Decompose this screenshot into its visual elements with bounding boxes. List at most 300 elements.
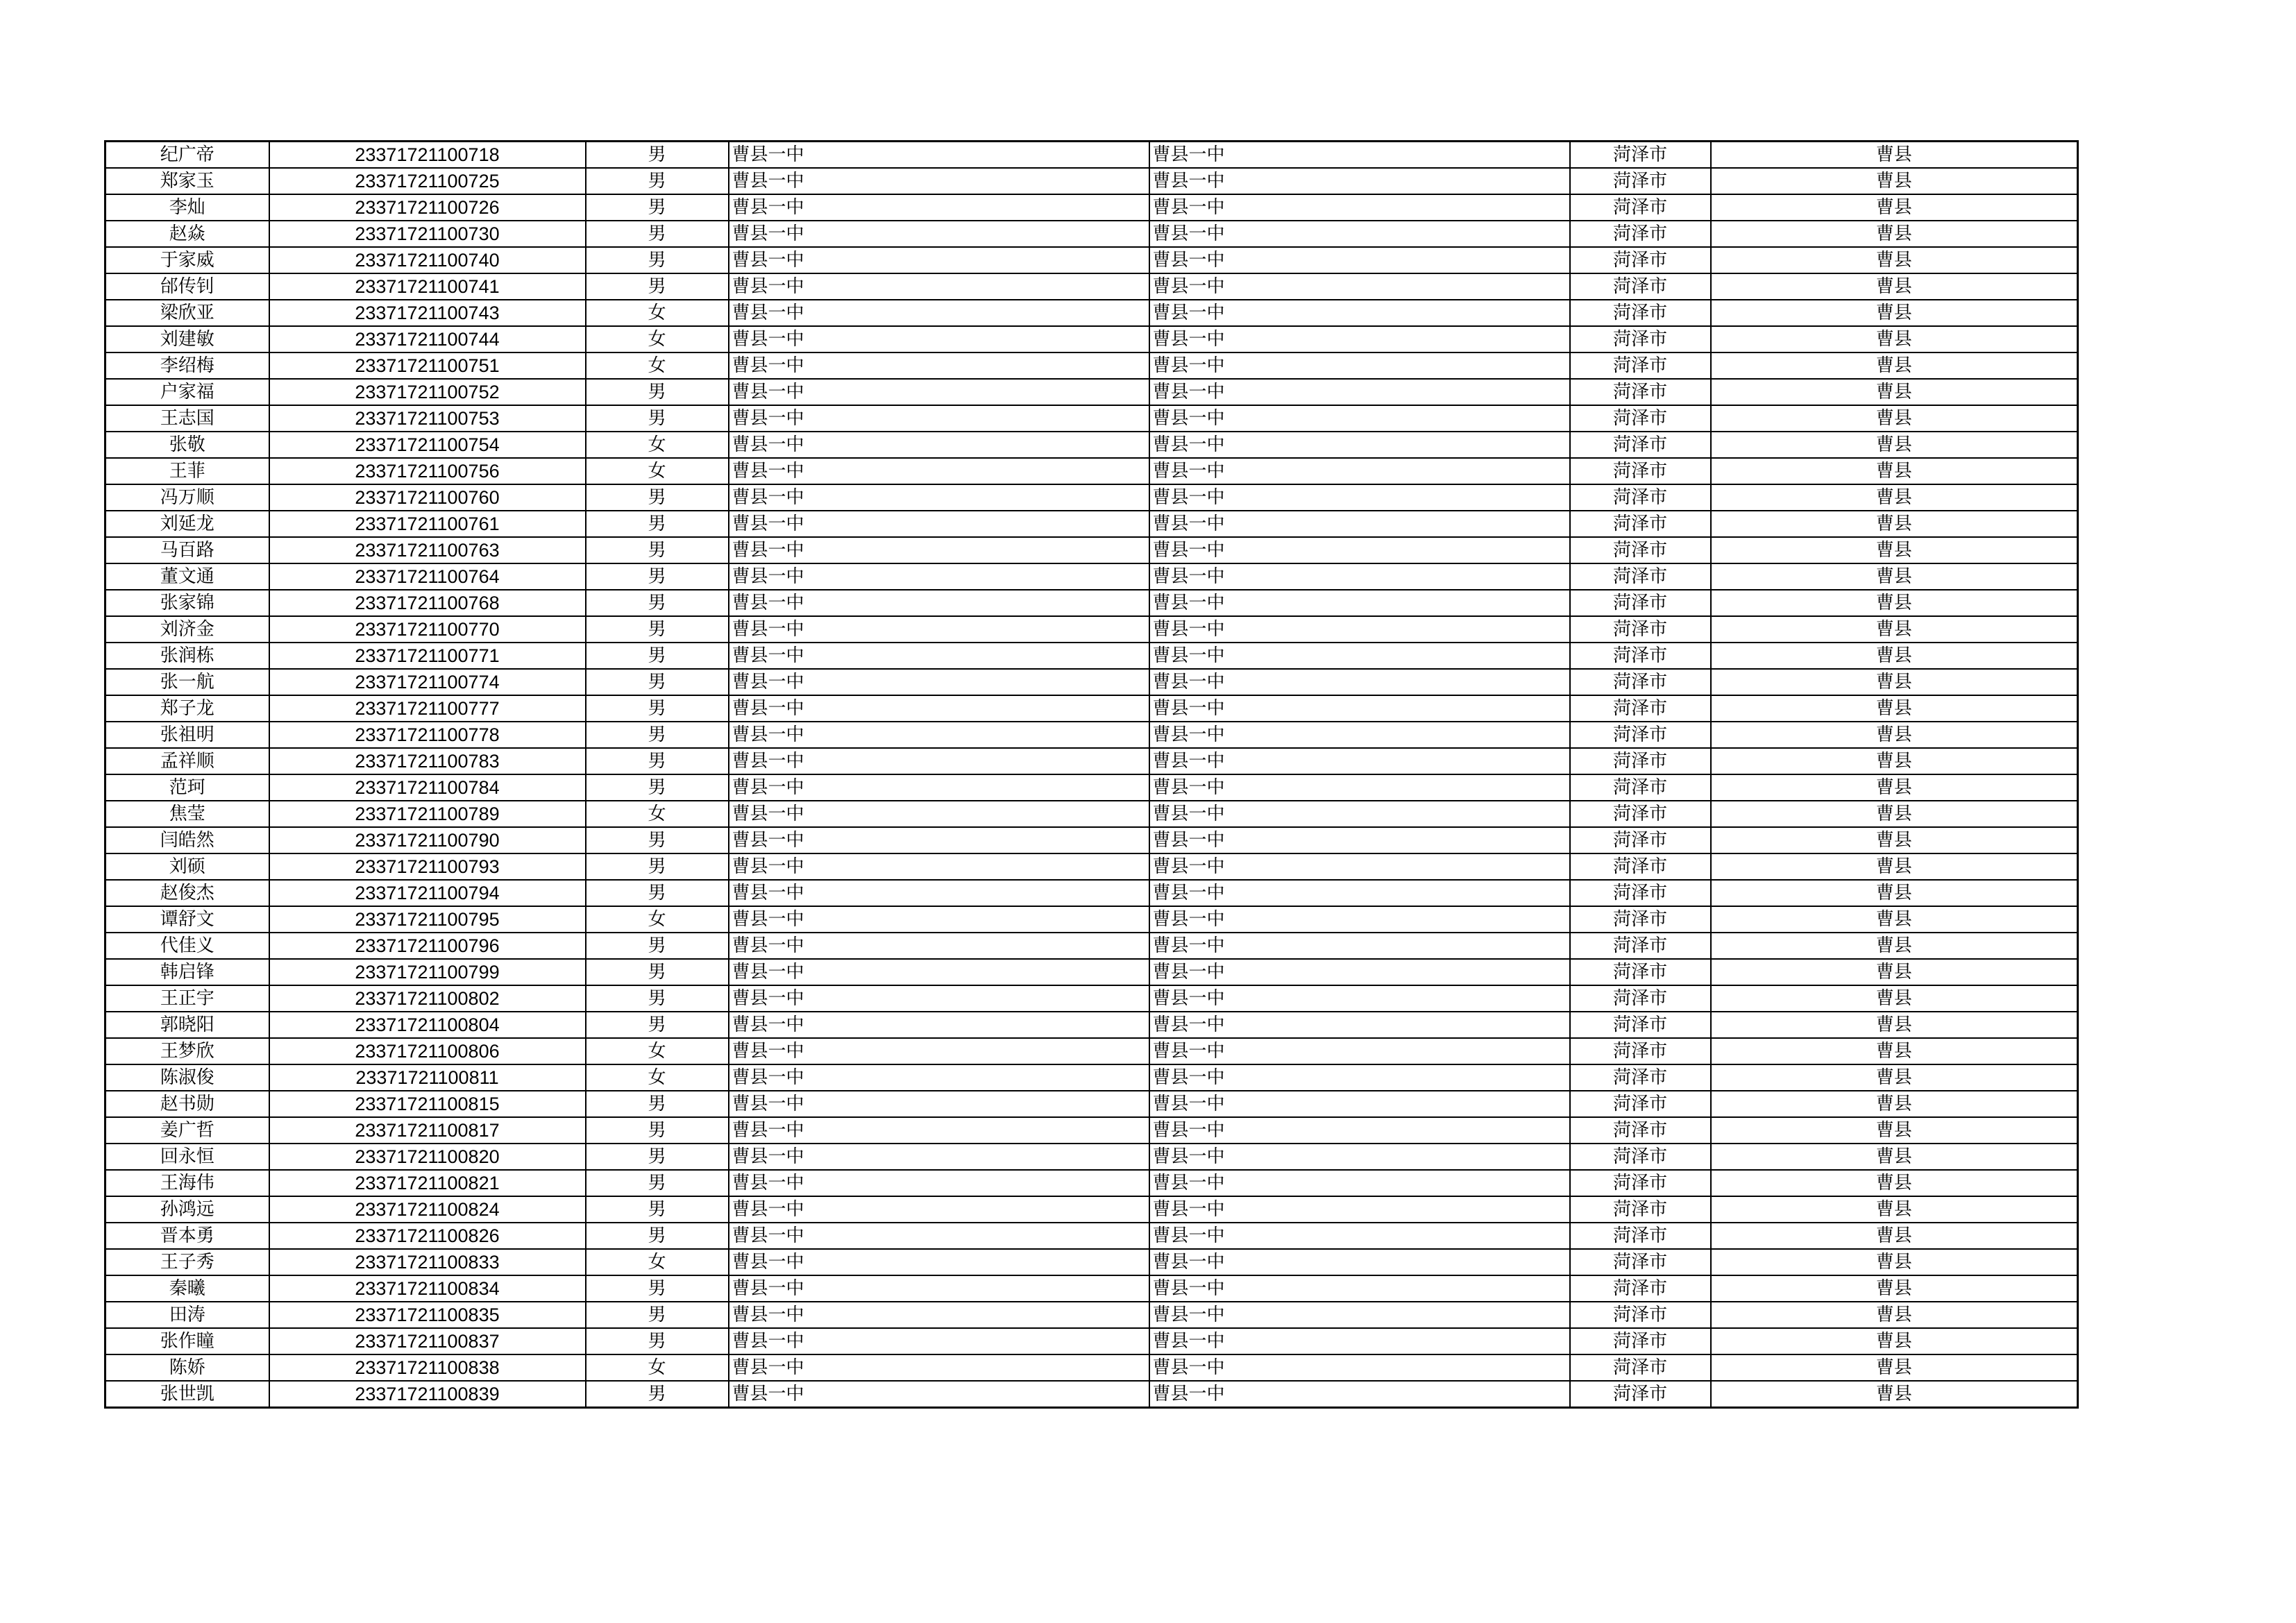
- county-cell: 曹县: [1711, 827, 2078, 853]
- exam-id-cell: 23371721100774: [269, 669, 586, 695]
- county-cell: 曹县: [1711, 1064, 2078, 1091]
- student-table: [104, 140, 2079, 1409]
- exam-site-cell: 曹县一中: [1149, 774, 1570, 801]
- school-cell: 曹县一中: [729, 1249, 1149, 1275]
- county-cell: 曹县: [1711, 616, 2078, 643]
- table-row: [105, 537, 2078, 563]
- student-name-cell: 纪广帝: [105, 142, 269, 169]
- gender-cell: 男: [586, 1091, 729, 1117]
- city-cell: 菏泽市: [1570, 1144, 1711, 1170]
- gender-cell: 男: [586, 590, 729, 616]
- county-cell: 曹县: [1711, 1117, 2078, 1144]
- school-cell: 曹县一中: [729, 432, 1149, 458]
- county-cell: 曹县: [1711, 748, 2078, 774]
- county-cell: 曹县: [1711, 801, 2078, 827]
- school-cell: 曹县一中: [729, 537, 1149, 563]
- exam-id-cell: 23371721100811: [269, 1064, 586, 1091]
- gender-cell: 男: [586, 933, 729, 959]
- table-row: [105, 1223, 2078, 1249]
- gender-cell: 男: [586, 1328, 729, 1354]
- school-cell: 曹县一中: [729, 827, 1149, 853]
- city-cell: 菏泽市: [1570, 1328, 1711, 1354]
- city-cell: 菏泽市: [1570, 1038, 1711, 1064]
- exam-site-cell: 曹县一中: [1149, 1196, 1570, 1223]
- school-cell: 曹县一中: [729, 1091, 1149, 1117]
- gender-cell: 男: [586, 1012, 729, 1038]
- exam-id-cell: 23371721100789: [269, 801, 586, 827]
- city-cell: 菏泽市: [1570, 484, 1711, 511]
- student-name-cell: 刘硕: [105, 853, 269, 880]
- city-cell: 菏泽市: [1570, 458, 1711, 484]
- county-cell: 曹县: [1711, 326, 2078, 352]
- county-cell: 曹县: [1711, 168, 2078, 194]
- student-name-cell: 回永恒: [105, 1144, 269, 1170]
- table-row: [105, 959, 2078, 985]
- exam-site-cell: 曹县一中: [1149, 801, 1570, 827]
- exam-site-cell: 曹县一中: [1149, 352, 1570, 379]
- gender-cell: 男: [586, 1170, 729, 1196]
- county-cell: 曹县: [1711, 906, 2078, 933]
- exam-site-cell: 曹县一中: [1149, 1328, 1570, 1354]
- county-cell: 曹县: [1711, 511, 2078, 537]
- exam-site-cell: 曹县一中: [1149, 1170, 1570, 1196]
- exam-site-cell: 曹县一中: [1149, 1091, 1570, 1117]
- student-name-cell: 张家锦: [105, 590, 269, 616]
- student-name-cell: 谭舒文: [105, 906, 269, 933]
- gender-cell: 女: [586, 458, 729, 484]
- city-cell: 菏泽市: [1570, 1064, 1711, 1091]
- school-cell: 曹县一中: [729, 1328, 1149, 1354]
- school-cell: 曹县一中: [729, 985, 1149, 1012]
- county-cell: 曹县: [1711, 484, 2078, 511]
- exam-id-cell: 23371721100796: [269, 933, 586, 959]
- exam-id-cell: 23371721100804: [269, 1012, 586, 1038]
- exam-id-cell: 23371721100826: [269, 1223, 586, 1249]
- table-row: [105, 352, 2078, 379]
- student-name-cell: 李绍梅: [105, 352, 269, 379]
- county-cell: 曹县: [1711, 1144, 2078, 1170]
- city-cell: 菏泽市: [1570, 1354, 1711, 1381]
- gender-cell: 女: [586, 352, 729, 379]
- exam-site-cell: 曹县一中: [1149, 827, 1570, 853]
- gender-cell: 男: [586, 1144, 729, 1170]
- student-name-cell: 赵书勋: [105, 1091, 269, 1117]
- school-cell: 曹县一中: [729, 563, 1149, 590]
- table-row: [105, 722, 2078, 748]
- table-row: [105, 643, 2078, 669]
- gender-cell: 男: [586, 537, 729, 563]
- gender-cell: 女: [586, 1249, 729, 1275]
- exam-id-cell: 23371721100761: [269, 511, 586, 537]
- table-row: [105, 880, 2078, 906]
- exam-id-cell: 23371721100820: [269, 1144, 586, 1170]
- exam-id-cell: 23371721100838: [269, 1354, 586, 1381]
- student-name-cell: 张世凯: [105, 1381, 269, 1408]
- student-name-cell: 张润栋: [105, 643, 269, 669]
- exam-site-cell: 曹县一中: [1149, 537, 1570, 563]
- student-name-cell: 焦莹: [105, 801, 269, 827]
- student-name-cell: 郭晓阳: [105, 1012, 269, 1038]
- student-name-cell: 王正宇: [105, 985, 269, 1012]
- county-cell: 曹县: [1711, 221, 2078, 247]
- county-cell: 曹县: [1711, 722, 2078, 748]
- table-row: [105, 906, 2078, 933]
- city-cell: 菏泽市: [1570, 827, 1711, 853]
- gender-cell: 男: [586, 616, 729, 643]
- school-cell: 曹县一中: [729, 1196, 1149, 1223]
- exam-site-cell: 曹县一中: [1149, 273, 1570, 300]
- exam-site-cell: 曹县一中: [1149, 563, 1570, 590]
- school-cell: 曹县一中: [729, 906, 1149, 933]
- exam-site-cell: 曹县一中: [1149, 853, 1570, 880]
- city-cell: 菏泽市: [1570, 221, 1711, 247]
- table-row: [105, 142, 2078, 169]
- school-cell: 曹县一中: [729, 352, 1149, 379]
- school-cell: 曹县一中: [729, 1038, 1149, 1064]
- table-row: [105, 695, 2078, 722]
- student-name-cell: 王志国: [105, 405, 269, 432]
- school-cell: 曹县一中: [729, 959, 1149, 985]
- student-name-cell: 闫皓然: [105, 827, 269, 853]
- exam-id-cell: 23371721100799: [269, 959, 586, 985]
- school-cell: 曹县一中: [729, 458, 1149, 484]
- exam-id-cell: 23371721100806: [269, 1038, 586, 1064]
- county-cell: 曹县: [1711, 590, 2078, 616]
- exam-id-cell: 23371721100824: [269, 1196, 586, 1223]
- school-cell: 曹县一中: [729, 1354, 1149, 1381]
- county-cell: 曹县: [1711, 853, 2078, 880]
- student-name-cell: 王菲: [105, 458, 269, 484]
- exam-site-cell: 曹县一中: [1149, 722, 1570, 748]
- exam-id-cell: 23371721100815: [269, 1091, 586, 1117]
- city-cell: 菏泽市: [1570, 1012, 1711, 1038]
- city-cell: 菏泽市: [1570, 906, 1711, 933]
- table-row: [105, 669, 2078, 695]
- table-row: [105, 1381, 2078, 1408]
- exam-id-cell: 23371721100834: [269, 1275, 586, 1302]
- city-cell: 菏泽市: [1570, 537, 1711, 563]
- city-cell: 菏泽市: [1570, 1275, 1711, 1302]
- gender-cell: 男: [586, 142, 729, 169]
- exam-site-cell: 曹县一中: [1149, 1275, 1570, 1302]
- county-cell: 曹县: [1711, 774, 2078, 801]
- school-cell: 曹县一中: [729, 168, 1149, 194]
- exam-id-cell: 23371721100802: [269, 985, 586, 1012]
- table-row: [105, 933, 2078, 959]
- table-row: [105, 748, 2078, 774]
- gender-cell: 男: [586, 247, 729, 273]
- exam-site-cell: 曹县一中: [1149, 1012, 1570, 1038]
- student-name-cell: 陈娇: [105, 1354, 269, 1381]
- exam-id-cell: 23371721100725: [269, 168, 586, 194]
- city-cell: 菏泽市: [1570, 669, 1711, 695]
- exam-id-cell: 23371721100754: [269, 432, 586, 458]
- county-cell: 曹县: [1711, 695, 2078, 722]
- school-cell: 曹县一中: [729, 669, 1149, 695]
- table-row: [105, 563, 2078, 590]
- exam-id-cell: 23371721100741: [269, 273, 586, 300]
- gender-cell: 男: [586, 722, 729, 748]
- exam-id-cell: 23371721100770: [269, 616, 586, 643]
- table-row: [105, 1144, 2078, 1170]
- table-row: [105, 484, 2078, 511]
- city-cell: 菏泽市: [1570, 352, 1711, 379]
- table-row: [105, 616, 2078, 643]
- school-cell: 曹县一中: [729, 300, 1149, 326]
- city-cell: 菏泽市: [1570, 379, 1711, 405]
- exam-id-cell: 23371721100756: [269, 458, 586, 484]
- school-cell: 曹县一中: [729, 194, 1149, 221]
- gender-cell: 男: [586, 985, 729, 1012]
- school-cell: 曹县一中: [729, 1117, 1149, 1144]
- school-cell: 曹县一中: [729, 142, 1149, 169]
- city-cell: 菏泽市: [1570, 801, 1711, 827]
- exam-id-cell: 23371721100730: [269, 221, 586, 247]
- student-name-cell: 冯万顺: [105, 484, 269, 511]
- county-cell: 曹县: [1711, 142, 2078, 169]
- gender-cell: 女: [586, 1064, 729, 1091]
- table-row: [105, 1091, 2078, 1117]
- county-cell: 曹县: [1711, 1038, 2078, 1064]
- school-cell: 曹县一中: [729, 748, 1149, 774]
- school-cell: 曹县一中: [729, 933, 1149, 959]
- gender-cell: 男: [586, 511, 729, 537]
- table-row: [105, 1196, 2078, 1223]
- county-cell: 曹县: [1711, 1381, 2078, 1408]
- city-cell: 菏泽市: [1570, 748, 1711, 774]
- school-cell: 曹县一中: [729, 1012, 1149, 1038]
- exam-site-cell: 曹县一中: [1149, 432, 1570, 458]
- city-cell: 菏泽市: [1570, 511, 1711, 537]
- school-cell: 曹县一中: [729, 1302, 1149, 1328]
- student-name-cell: 刘建敏: [105, 326, 269, 352]
- table-row: [105, 194, 2078, 221]
- gender-cell: 男: [586, 563, 729, 590]
- city-cell: 菏泽市: [1570, 590, 1711, 616]
- student-name-cell: 晋本勇: [105, 1223, 269, 1249]
- student-name-cell: 孙鸿远: [105, 1196, 269, 1223]
- city-cell: 菏泽市: [1570, 1381, 1711, 1408]
- city-cell: 菏泽市: [1570, 1170, 1711, 1196]
- table-row: [105, 168, 2078, 194]
- gender-cell: 男: [586, 1117, 729, 1144]
- student-name-cell: 王梦欣: [105, 1038, 269, 1064]
- exam-site-cell: 曹县一中: [1149, 458, 1570, 484]
- exam-id-cell: 23371721100760: [269, 484, 586, 511]
- school-cell: 曹县一中: [729, 326, 1149, 352]
- exam-site-cell: 曹县一中: [1149, 1249, 1570, 1275]
- gender-cell: 女: [586, 326, 729, 352]
- school-cell: 曹县一中: [729, 1223, 1149, 1249]
- table-row: [105, 1170, 2078, 1196]
- county-cell: 曹县: [1711, 379, 2078, 405]
- exam-site-cell: 曹县一中: [1149, 484, 1570, 511]
- city-cell: 菏泽市: [1570, 959, 1711, 985]
- county-cell: 曹县: [1711, 537, 2078, 563]
- student-name-cell: 田涛: [105, 1302, 269, 1328]
- gender-cell: 男: [586, 1223, 729, 1249]
- county-cell: 曹县: [1711, 669, 2078, 695]
- county-cell: 曹县: [1711, 985, 2078, 1012]
- exam-site-cell: 曹县一中: [1149, 880, 1570, 906]
- city-cell: 菏泽市: [1570, 853, 1711, 880]
- county-cell: 曹县: [1711, 458, 2078, 484]
- school-cell: 曹县一中: [729, 722, 1149, 748]
- gender-cell: 男: [586, 405, 729, 432]
- school-cell: 曹县一中: [729, 853, 1149, 880]
- gender-cell: 男: [586, 669, 729, 695]
- city-cell: 菏泽市: [1570, 933, 1711, 959]
- school-cell: 曹县一中: [729, 1144, 1149, 1170]
- city-cell: 菏泽市: [1570, 1302, 1711, 1328]
- exam-site-cell: 曹县一中: [1149, 906, 1570, 933]
- exam-site-cell: 曹县一中: [1149, 326, 1570, 352]
- table-body: [105, 142, 2078, 1408]
- gender-cell: 男: [586, 643, 729, 669]
- exam-site-cell: 曹县一中: [1149, 221, 1570, 247]
- exam-site-cell: 曹县一中: [1149, 933, 1570, 959]
- exam-site-cell: 曹县一中: [1149, 247, 1570, 273]
- exam-site-cell: 曹县一中: [1149, 748, 1570, 774]
- school-cell: 曹县一中: [729, 1275, 1149, 1302]
- county-cell: 曹县: [1711, 643, 2078, 669]
- exam-id-cell: 23371721100740: [269, 247, 586, 273]
- student-name-cell: 秦曦: [105, 1275, 269, 1302]
- gender-cell: 男: [586, 194, 729, 221]
- county-cell: 曹县: [1711, 352, 2078, 379]
- school-cell: 曹县一中: [729, 511, 1149, 537]
- student-name-cell: 于家威: [105, 247, 269, 273]
- exam-id-cell: 23371721100783: [269, 748, 586, 774]
- gender-cell: 女: [586, 432, 729, 458]
- county-cell: 曹县: [1711, 563, 2078, 590]
- student-name-cell: 陈淑俊: [105, 1064, 269, 1091]
- city-cell: 菏泽市: [1570, 300, 1711, 326]
- city-cell: 菏泽市: [1570, 1196, 1711, 1223]
- city-cell: 菏泽市: [1570, 247, 1711, 273]
- exam-id-cell: 23371721100784: [269, 774, 586, 801]
- table-row: [105, 247, 2078, 273]
- exam-id-cell: 23371721100744: [269, 326, 586, 352]
- county-cell: 曹县: [1711, 432, 2078, 458]
- exam-site-cell: 曹县一中: [1149, 1117, 1570, 1144]
- county-cell: 曹县: [1711, 1249, 2078, 1275]
- table-row: [105, 1064, 2078, 1091]
- gender-cell: 男: [586, 168, 729, 194]
- exam-site-cell: 曹县一中: [1149, 590, 1570, 616]
- exam-site-cell: 曹县一中: [1149, 1354, 1570, 1381]
- student-name-cell: 郑家玉: [105, 168, 269, 194]
- table-row: [105, 1038, 2078, 1064]
- county-cell: 曹县: [1711, 1302, 2078, 1328]
- exam-id-cell: 23371721100751: [269, 352, 586, 379]
- school-cell: 曹县一中: [729, 247, 1149, 273]
- exam-id-cell: 23371721100778: [269, 722, 586, 748]
- school-cell: 曹县一中: [729, 590, 1149, 616]
- exam-site-cell: 曹县一中: [1149, 669, 1570, 695]
- gender-cell: 男: [586, 880, 729, 906]
- table-row: [105, 1249, 2078, 1275]
- exam-id-cell: 23371721100763: [269, 537, 586, 563]
- exam-site-cell: 曹县一中: [1149, 1381, 1570, 1408]
- exam-id-cell: 23371721100753: [269, 405, 586, 432]
- table-row: [105, 1012, 2078, 1038]
- student-name-cell: 刘延龙: [105, 511, 269, 537]
- gender-cell: 男: [586, 774, 729, 801]
- city-cell: 菏泽市: [1570, 774, 1711, 801]
- student-name-cell: 王海伟: [105, 1170, 269, 1196]
- gender-cell: 男: [586, 1381, 729, 1408]
- county-cell: 曹县: [1711, 405, 2078, 432]
- exam-id-cell: 23371721100726: [269, 194, 586, 221]
- student-name-cell: 李灿: [105, 194, 269, 221]
- exam-id-cell: 23371721100790: [269, 827, 586, 853]
- student-name-cell: 户家福: [105, 379, 269, 405]
- table-row: [105, 774, 2078, 801]
- exam-site-cell: 曹县一中: [1149, 1302, 1570, 1328]
- county-cell: 曹县: [1711, 194, 2078, 221]
- student-name-cell: 郑子龙: [105, 695, 269, 722]
- school-cell: 曹县一中: [729, 1170, 1149, 1196]
- county-cell: 曹县: [1711, 273, 2078, 300]
- school-cell: 曹县一中: [729, 801, 1149, 827]
- student-name-cell: 刘济金: [105, 616, 269, 643]
- school-cell: 曹县一中: [729, 643, 1149, 669]
- student-name-cell: 代佳义: [105, 933, 269, 959]
- exam-site-cell: 曹县一中: [1149, 405, 1570, 432]
- exam-id-cell: 23371721100835: [269, 1302, 586, 1328]
- table-row: [105, 273, 2078, 300]
- student-name-cell: 姜广哲: [105, 1117, 269, 1144]
- exam-site-cell: 曹县一中: [1149, 643, 1570, 669]
- gender-cell: 男: [586, 1275, 729, 1302]
- county-cell: 曹县: [1711, 1354, 2078, 1381]
- exam-site-cell: 曹县一中: [1149, 616, 1570, 643]
- school-cell: 曹县一中: [729, 379, 1149, 405]
- school-cell: 曹县一中: [729, 1064, 1149, 1091]
- exam-site-cell: 曹县一中: [1149, 379, 1570, 405]
- gender-cell: 女: [586, 801, 729, 827]
- county-cell: 曹县: [1711, 1012, 2078, 1038]
- county-cell: 曹县: [1711, 300, 2078, 326]
- exam-id-cell: 23371721100743: [269, 300, 586, 326]
- exam-site-cell: 曹县一中: [1149, 1038, 1570, 1064]
- exam-site-cell: 曹县一中: [1149, 1144, 1570, 1170]
- exam-id-cell: 23371721100817: [269, 1117, 586, 1144]
- student-name-cell: 张一航: [105, 669, 269, 695]
- exam-id-cell: 23371721100768: [269, 590, 586, 616]
- school-cell: 曹县一中: [729, 405, 1149, 432]
- school-cell: 曹县一中: [729, 221, 1149, 247]
- gender-cell: 女: [586, 300, 729, 326]
- county-cell: 曹县: [1711, 959, 2078, 985]
- exam-id-cell: 23371721100837: [269, 1328, 586, 1354]
- table-row: [105, 1275, 2078, 1302]
- county-cell: 曹县: [1711, 247, 2078, 273]
- table-row: [105, 1117, 2078, 1144]
- student-name-cell: 王子秀: [105, 1249, 269, 1275]
- county-cell: 曹县: [1711, 1170, 2078, 1196]
- gender-cell: 男: [586, 748, 729, 774]
- table-row: [105, 511, 2078, 537]
- city-cell: 菏泽市: [1570, 432, 1711, 458]
- gender-cell: 男: [586, 695, 729, 722]
- city-cell: 菏泽市: [1570, 273, 1711, 300]
- city-cell: 菏泽市: [1570, 695, 1711, 722]
- exam-id-cell: 23371721100821: [269, 1170, 586, 1196]
- gender-cell: 男: [586, 1302, 729, 1328]
- gender-cell: 女: [586, 906, 729, 933]
